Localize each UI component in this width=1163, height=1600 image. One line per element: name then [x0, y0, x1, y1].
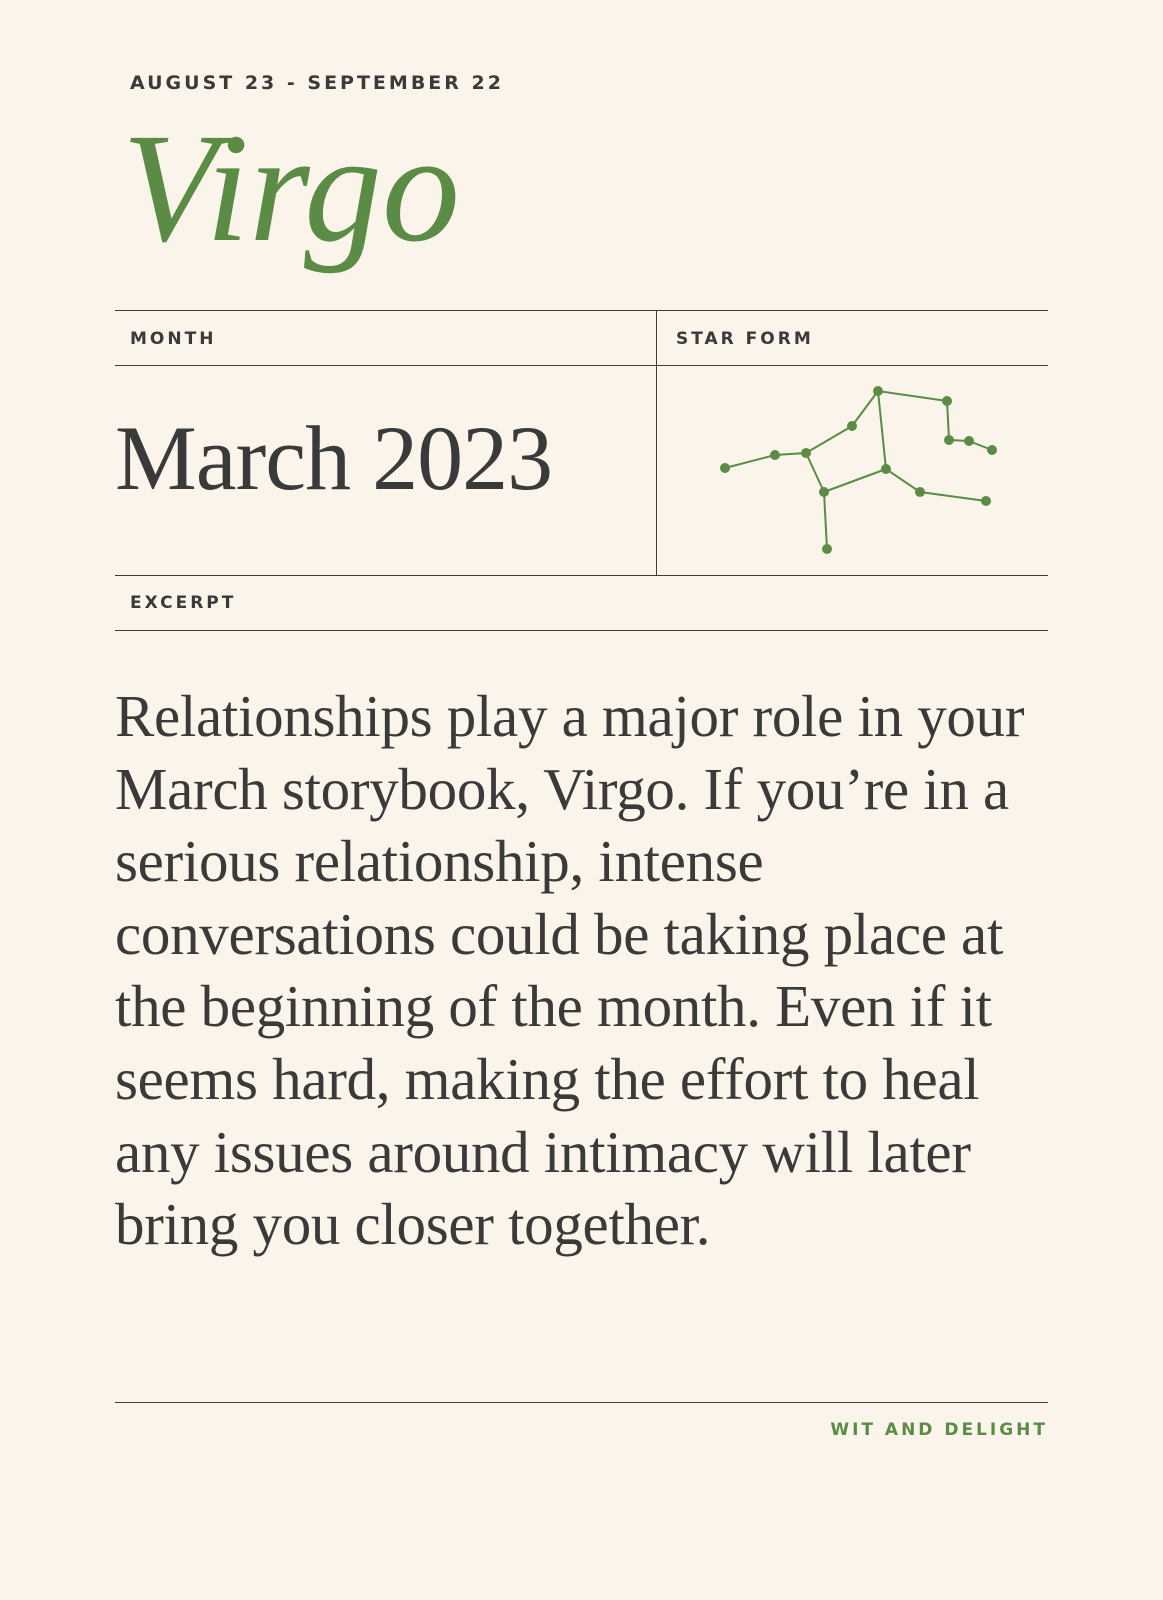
divider: [115, 575, 1048, 576]
brand-name: WIT AND DELIGHT: [830, 1420, 1048, 1440]
divider: [115, 1402, 1048, 1403]
excerpt-label: EXCERPT: [130, 593, 237, 613]
date-range: AUGUST 23 - SEPTEMBER 22: [130, 72, 504, 94]
divider: [115, 310, 1048, 311]
month-label: MONTH: [130, 329, 217, 349]
divider: [115, 630, 1048, 631]
star-form-label: STAR FORM: [676, 329, 814, 349]
excerpt-text: Relationships play a major role in your March storybook, Virgo. If you’re in a serious relationship, intense conversations could be taking place at the beginning of the month. Even if it seems hard, making the effort to heal any issues around intimacy will later bring you closer together.: [115, 683, 1025, 1258]
virgo-constellation-icon: [657, 360, 1048, 575]
sign-title: Virgo: [122, 101, 460, 274]
month-value: March 2023: [115, 407, 553, 509]
